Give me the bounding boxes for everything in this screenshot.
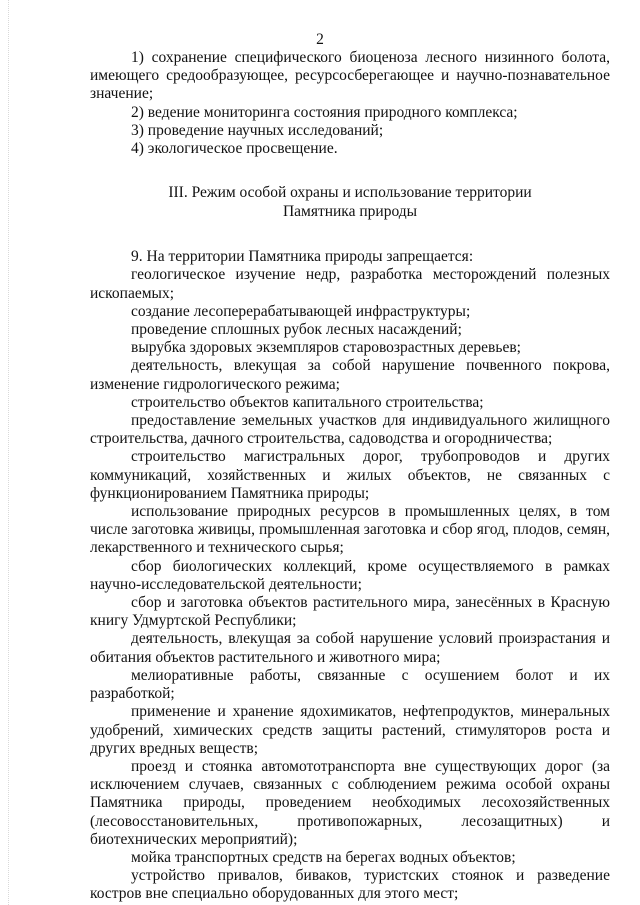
section-heading-line: Памятника природы <box>282 202 418 220</box>
prohibition-item: вырубка здоровых экземпляров старовозрастных деревьев; <box>131 339 521 357</box>
prohibition-item: проведение сплошных рубок лесных насаждений; <box>131 321 462 339</box>
document-body <box>90 49 610 904</box>
prohibition-item: использование природных ресурсов в промышленных целях, в том числе заготовка живицы, промышленная заготовка и сбор ягод, плодов, семян, лекарственного и технического сырья; <box>90 503 610 557</box>
list-item: 4) экологическое просвещение. <box>131 140 338 158</box>
prohibition-item: строительство объектов капитального строительства; <box>131 393 484 411</box>
clause-intro: 9. На территории Памятника природы запрещается: <box>131 248 474 266</box>
prohibition-item: сбор и заготовка объектов растительного мира, занесённых в Красную книгу Удмуртской Республики; <box>90 594 610 630</box>
prohibition-item: деятельность, влекущая за собой нарушение почвенного покрова, изменение гидрологического режима; <box>90 357 610 393</box>
prohibition-item: предоставление земельных участков для индивидуального жилищного строительства, дачного строительства, садоводства и огородничества; <box>90 412 610 448</box>
page-edge-line <box>8 0 10 905</box>
prohibition-item: деятельность, влекущая за собой нарушение условий произрастания и обитания объектов растительного и животного мира; <box>90 630 610 666</box>
prohibition-item: геологическое изучение недр, разработка месторождений полезных ископаемых; <box>90 266 610 302</box>
section-heading-line: III. Режим особой охраны и использование территории <box>168 184 532 202</box>
prohibition-item: проезд и стоянка автомототранспорта вне существующих дорог (за исключением случаев, связанных с соблюдением режима особой охраны Памятника природы, проведением необходимых лесохозяйственных (лесовосстановительных, противопожарных, лесозащитных) и биотехнических мероприятий); <box>90 757 610 848</box>
prohibition-item: строительство магистральных дорог, трубопроводов и других коммуникаций, хозяйственных и жилых объектов, не связанных с функционированием Памятника природы; <box>90 448 610 502</box>
section-heading <box>90 184 610 221</box>
prohibition-item: мелиоративные работы, связанные с осушением болот и их разработкой; <box>90 666 610 703</box>
prohibition-item: сбор биологических коллекций, кроме осуществляемого в рамках научно-исследовательской деятельности; <box>90 557 610 593</box>
prohibition-item: устройство привалов, биваков, туристских стоянок и разведение костров вне специально оборудованных для этого мест; <box>90 867 610 903</box>
prohibition-item: мойка транспортных средств на берегах водных объектов; <box>131 848 516 866</box>
list-item: 2) ведение мониторинга состояния природного комплекса; <box>131 103 518 121</box>
prohibition-item: применение и хранение ядохимикатов, нефтепродуктов, минеральных удобрений, химических средств защиты растений, стимуляторов роста и других вредных веществ; <box>90 703 610 757</box>
list-item: 3) проведение научных исследований; <box>131 121 384 139</box>
prohibition-item: создание лесоперерабатывающей инфраструктуры; <box>131 302 471 320</box>
page-number: 2 <box>316 31 324 48</box>
list-item: 1) сохранение специфического биоценоза лесного низинного болота, имеющего средообразующее, ресурсосберегающее и научно-познавательное значение; <box>90 49 610 103</box>
